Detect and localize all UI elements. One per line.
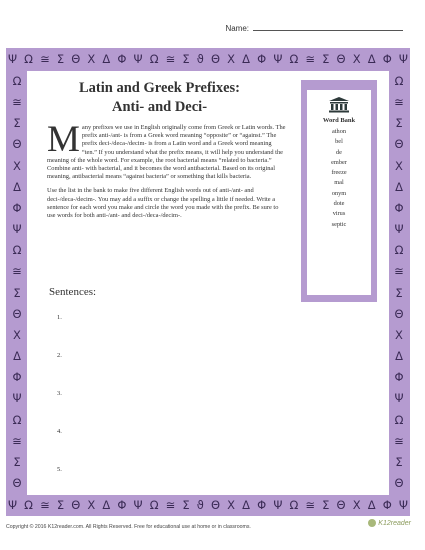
word-bank-panel	[307, 90, 371, 295]
border-glyph: Σ	[395, 285, 403, 300]
border-glyph: ≅	[165, 498, 176, 512]
border-glyph: Φ	[12, 200, 22, 215]
border-glyph: Σ	[13, 285, 21, 300]
title-line-2: Anti- and Deci-	[111, 99, 208, 115]
word-bank-item: de	[336, 148, 342, 156]
border-glyph: Φ	[382, 498, 392, 512]
border-glyph: Σ	[395, 116, 403, 131]
border-glyph: Ω	[24, 498, 33, 512]
name-field	[225, 22, 403, 33]
word-bank	[301, 80, 377, 302]
border-glyph: Ω	[24, 52, 33, 66]
passage-text-1: any prefixes we use in English originally come from Greek or Latin words. The prefix anti-/ant- is from a Greek word meaning “opposite” or “against.” The prefix deci-/deca-/decim- is from a Latin word and a Greek word meaning “ten.” If you understand what the prefix means, it will help you understand the meaning of the whole word. For example, the root bacterial means “related to bacteria.” Combine anti- with bacterial, and it becomes the word antibacterial. Based on its original meaning, antibacterial means “against bacteria” or something that kills bacteria.	[47, 124, 286, 181]
border-glyph: Θ	[336, 52, 346, 66]
border-glyph: Ψ	[8, 52, 18, 66]
worksheet-title	[27, 79, 292, 117]
border-glyph: Ψ	[273, 52, 283, 66]
border-glyph: Ω	[394, 74, 404, 88]
border-glyph: Ω	[149, 52, 159, 66]
border-glyph: Ψ	[394, 391, 404, 406]
border-glyph: Ψ	[133, 498, 143, 512]
sentence-3: 3.	[57, 390, 62, 397]
word-bank-list	[307, 127, 371, 230]
worksheet-content	[27, 71, 389, 495]
border-glyph: Ψ	[12, 222, 22, 237]
border-glyph: Ψ	[8, 498, 18, 512]
border-glyph: Θ	[211, 52, 221, 66]
border-glyph: ≅	[12, 433, 22, 448]
passage-paragraph-2	[47, 187, 287, 220]
border-glyph: ≅	[394, 433, 404, 448]
border-glyph: ≅	[165, 52, 176, 66]
border-glyph: Ω	[394, 412, 404, 427]
border-glyph: Ψ	[398, 52, 408, 66]
border-glyph: Ψ	[273, 498, 283, 512]
border-glyph: Χ	[87, 498, 96, 512]
border-glyph: Θ	[12, 306, 22, 321]
drop-cap: M	[47, 119, 80, 160]
border-glyph: Χ	[13, 327, 21, 342]
word-bank-item: ember	[331, 158, 347, 166]
border-glyph: Φ	[117, 52, 127, 66]
border-glyph: Θ	[394, 475, 404, 490]
k12reader-logo	[368, 519, 411, 527]
border-glyph: Ω	[12, 74, 22, 88]
border-bottom-row	[6, 494, 410, 516]
border-glyph: Θ	[394, 137, 404, 152]
word-bank-item: freeze	[331, 169, 347, 177]
border-glyph: Ω	[289, 498, 299, 512]
border-glyph: Φ	[382, 52, 392, 66]
border-glyph: Χ	[227, 498, 236, 512]
border-glyph: Ψ	[12, 391, 22, 406]
border-glyph: Φ	[117, 498, 127, 512]
border-glyph: Φ	[257, 52, 267, 66]
sentence-5: 5.	[57, 466, 62, 473]
border-glyph: Δ	[242, 52, 251, 66]
border-glyph: Χ	[227, 52, 236, 66]
border-glyph: Σ	[182, 498, 190, 512]
name-line	[253, 22, 403, 31]
border-glyph: Δ	[395, 349, 403, 364]
border-glyph: Θ	[211, 498, 221, 512]
border-glyph: Δ	[13, 179, 21, 194]
border-glyph: Δ	[242, 498, 251, 512]
border-glyph: Ω	[12, 412, 22, 427]
border-glyph: ≅	[40, 498, 50, 512]
word-bank-item: dote	[333, 200, 345, 208]
border-glyph: Φ	[12, 370, 22, 385]
sentence-4: 4.	[57, 428, 62, 435]
border-glyph: Ω	[394, 243, 404, 258]
border-glyph: Ψ	[398, 498, 408, 512]
border-glyph: Δ	[102, 52, 111, 66]
border-glyph: Χ	[395, 327, 403, 342]
border-glyph: Σ	[182, 52, 190, 66]
passage-text-2: Use the list in the bank to make five different English words out of anti-/ant- and deci-/deca-/decim-. You may add a suffix or change the spelling a little if needed. Write a sentence for each word you make and circle the word you made with the prefix. Be sure to use words for both anti-/ant- and deci-/deca-/decim-.	[47, 187, 279, 220]
border-glyph: Σ	[56, 52, 65, 66]
title-line-1: Latin and Greek Prefixes:	[79, 80, 240, 96]
word-bank-item: septic	[331, 220, 347, 228]
border-left-column	[7, 70, 27, 494]
border-glyph: Χ	[352, 498, 361, 512]
border-glyph: Ψ	[394, 222, 404, 237]
word-bank-item: onym	[331, 189, 347, 197]
word-bank-item: virus	[332, 210, 346, 218]
border-glyph: Ω	[149, 498, 159, 512]
border-glyph: Σ	[395, 454, 403, 469]
border-glyph: Σ	[13, 454, 21, 469]
border-glyph: Θ	[394, 306, 404, 321]
word-bank-item: mal	[334, 179, 344, 187]
border-glyph: Σ	[322, 498, 330, 512]
border-glyph: Σ	[322, 52, 330, 66]
border-glyph: ≅	[305, 52, 316, 66]
bank-building-icon	[328, 96, 350, 113]
border-glyph: Φ	[257, 498, 267, 512]
copyright-footer: Copyright © 2016 K12reader.com. All Rights Reserved. Free for educational use at home or in classrooms.	[6, 524, 251, 530]
border-glyph: ϑ	[196, 498, 204, 512]
border-glyph: Χ	[87, 52, 96, 66]
border-glyph: ≅	[305, 498, 316, 512]
border-glyph: Δ	[367, 52, 376, 66]
border-glyph: Θ	[12, 137, 22, 152]
sentence-1: 1.	[57, 314, 62, 321]
border-glyph: Σ	[13, 116, 21, 131]
border-glyph: ≅	[12, 95, 22, 110]
logo-mark-icon	[368, 519, 376, 527]
passage	[47, 119, 287, 226]
greek-letter-border	[6, 48, 410, 516]
word-bank-item: athon	[332, 128, 346, 135]
border-glyph: Χ	[13, 158, 21, 173]
border-glyph: Ω	[12, 243, 22, 258]
border-glyph: Δ	[13, 349, 21, 364]
border-glyph: Φ	[394, 370, 404, 385]
name-label: Name:	[225, 24, 249, 33]
logo-text: K12reader	[378, 519, 411, 527]
border-glyph: ≅	[394, 95, 404, 110]
border-glyph: ≅	[40, 52, 50, 66]
sentence-2: 2.	[57, 352, 62, 359]
border-glyph: Σ	[56, 498, 65, 512]
word-bank-item: bel	[335, 138, 343, 146]
border-glyph: Δ	[367, 498, 376, 512]
border-glyph: Χ	[395, 158, 403, 173]
border-glyph: Θ	[12, 475, 22, 490]
border-glyph: Φ	[394, 200, 404, 215]
border-glyph: Θ	[71, 52, 81, 66]
border-glyph: Ω	[289, 52, 299, 66]
border-glyph: Θ	[336, 498, 346, 512]
border-top-row	[6, 48, 410, 70]
border-glyph: ϑ	[196, 52, 204, 66]
border-glyph: Δ	[102, 498, 111, 512]
border-glyph: ≅	[394, 264, 404, 279]
passage-paragraph-1	[47, 119, 287, 181]
sentences-heading: Sentences:	[49, 286, 97, 298]
border-glyph: Δ	[395, 179, 403, 194]
border-glyph: ≅	[12, 264, 22, 279]
border-right-column	[389, 70, 409, 494]
border-glyph: Θ	[71, 498, 81, 512]
border-glyph: Ψ	[133, 52, 143, 66]
border-glyph: Χ	[352, 52, 361, 66]
word-bank-title: Word Bank	[322, 117, 356, 124]
